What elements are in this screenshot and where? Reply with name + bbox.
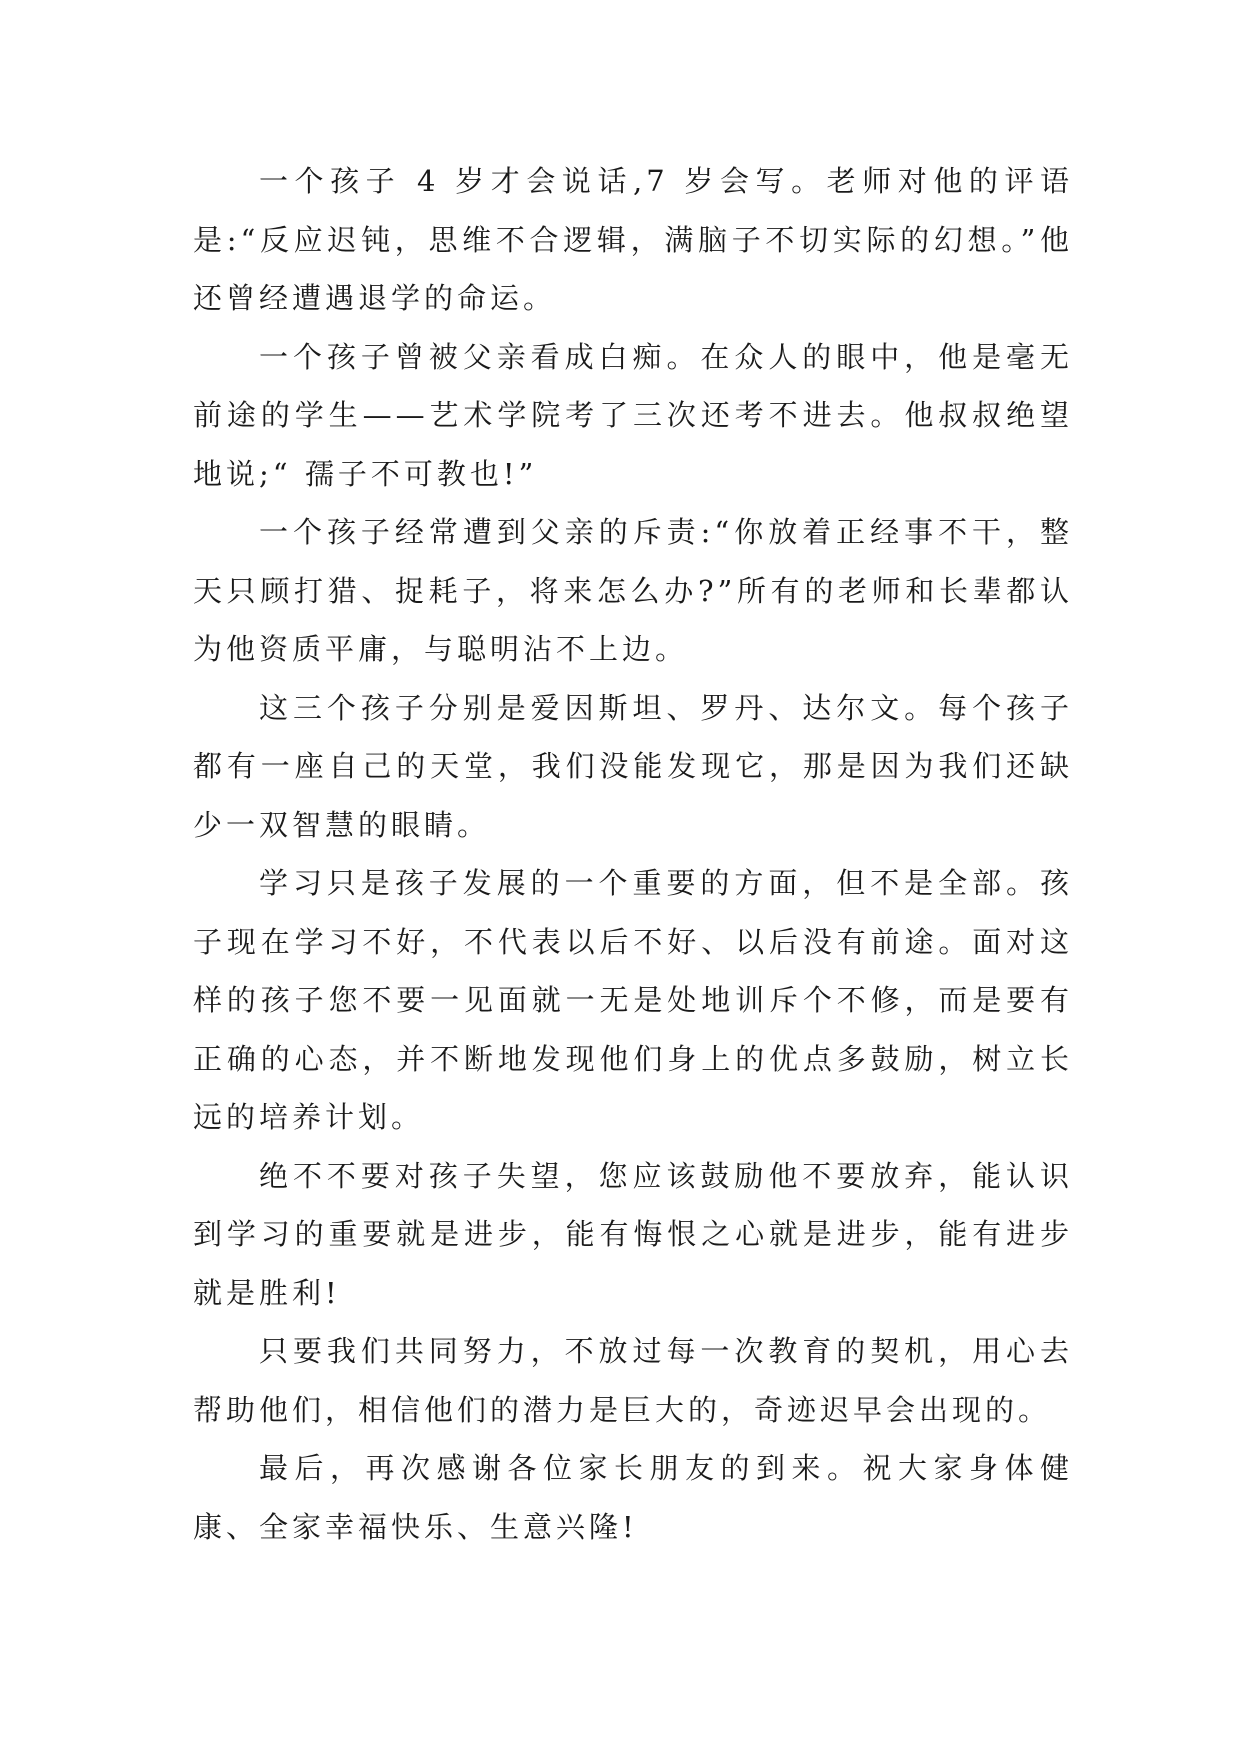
paragraph-7: 只要我们共同努力，不放过每一次教育的契机，用心去帮助他们，相信他们的潜力是巨大的，奇迹迟早会出现的。 (193, 1334, 1073, 1427)
paragraph-6: 绝不不要对孩子失望，您应该鼓励他不要放弃，能认识到学习的重要就是进步，能有悔恨之心就是进步，能有进步就是胜利! (193, 1158, 1073, 1310)
paragraph-4: 这三个孩子分别是爱因斯坦、罗丹、达尔文。每个孩子都有一座自己的天堂，我们没能发现它，那是因为我们还缺少一双智慧的眼睛。 (193, 690, 1073, 842)
paragraph-2: 一个孩子曾被父亲看成白痴。在众人的眼中，他是毫无前途的学生——艺术学院考了三次还考不进去。他叔叔绝望地说;“ 孺子不可教也!” (193, 339, 1073, 491)
paragraph-3: 一个孩子经常遭到父亲的斥责:“你放着正经事不干，整天只顾打猎、捉耗子，将来怎么办?”所有的老师和长辈都认为他资质平庸，与聪明沾不上边。 (193, 515, 1073, 666)
paragraph-8: 最后，再次感谢各位家长朋友的到来。祝大家身体健康、全家幸福快乐、生意兴隆! (193, 1451, 1073, 1544)
paragraph-5: 学习只是孩子发展的一个重要的方面，但不是全部。孩子现在学习不好，不代表以后不好、以后没有前途。面对这样的孩子您不要一见面就一无是处地训斥个不修，而是要有正确的心态，并不断地发现他们身上的优点多鼓励，树立长远的培养计划。 (193, 866, 1073, 1134)
paragraph-1: 一个孩子 4 岁才会说话,7 岁会写。老师对他的评语是:“反应迟钝，思维不合逻辑，满脑子不切实际的幻想。”他还曾经遭遇退学的命运。 (193, 164, 1073, 315)
document-body (193, 152, 1073, 1556)
